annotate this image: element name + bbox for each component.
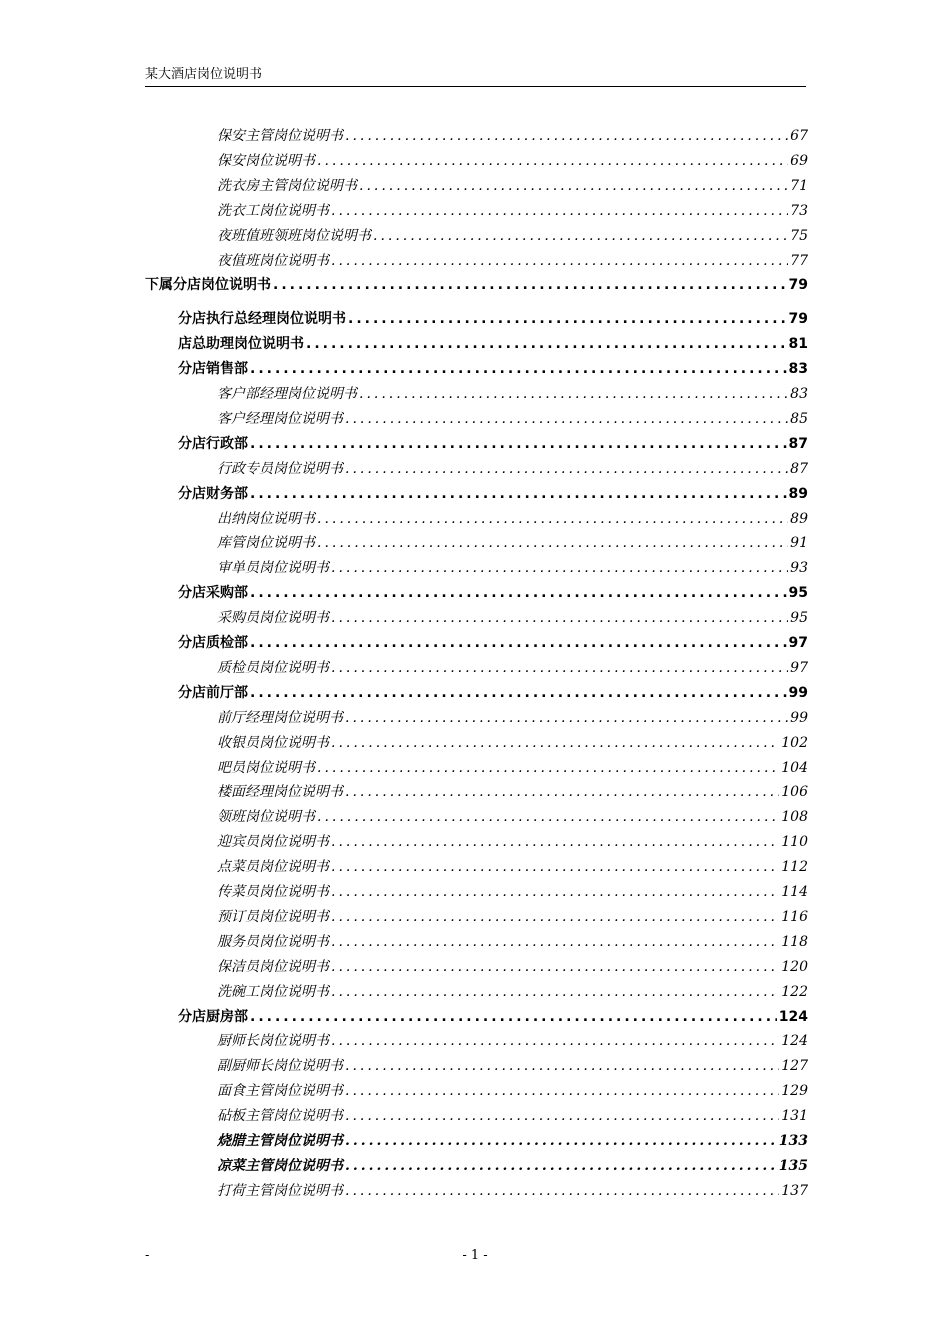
toc-entry-title: 夜班值班领班岗位说明书 xyxy=(217,227,371,244)
toc-entry-page: 81 xyxy=(788,336,808,353)
toc-dot-leader xyxy=(331,909,779,925)
toc-entry-title: 前厅经理岗位说明书 xyxy=(217,709,343,726)
toc-entry-title: 服务员岗位说明书 xyxy=(217,933,329,950)
toc-entry-page: 124 xyxy=(781,1033,808,1050)
toc-entry[interactable] xyxy=(217,781,808,805)
toc-entry-title: 分店前厅部 xyxy=(178,684,248,701)
toc-entry[interactable] xyxy=(217,931,808,955)
toc-entry[interactable] xyxy=(178,682,808,706)
toc-dot-leader xyxy=(331,834,779,850)
toc-entry-title: 预订员岗位说明书 xyxy=(217,908,329,925)
toc-entry-title: 凉菜主管岗位说明书 xyxy=(217,1157,343,1174)
toc-dot-leader xyxy=(345,1158,777,1174)
toc-entry-title: 采购员岗位说明书 xyxy=(217,610,329,627)
toc-dot-leader xyxy=(250,585,787,601)
toc-entry-page: 71 xyxy=(790,177,808,194)
toc-entry[interactable] xyxy=(217,1130,808,1154)
footer-page-number: - 1 - xyxy=(462,1248,488,1263)
toc-entry[interactable] xyxy=(217,557,808,581)
toc-dot-leader xyxy=(250,436,787,452)
toc-dot-leader xyxy=(345,1058,779,1074)
toc-entry[interactable] xyxy=(217,906,808,930)
toc-entry-title: 洗碗工岗位说明书 xyxy=(217,983,329,1000)
toc-entry[interactable] xyxy=(217,1080,808,1104)
toc-entry-page: 79 xyxy=(788,311,808,328)
toc-entry[interactable] xyxy=(217,408,808,432)
toc-entry[interactable] xyxy=(217,1030,808,1054)
toc-dot-leader xyxy=(373,228,788,244)
toc-entry-page: 91 xyxy=(790,535,808,552)
toc-entry-title: 面食主管岗位说明书 xyxy=(217,1083,343,1100)
toc-entry-page: 102 xyxy=(781,734,808,751)
toc-entry[interactable] xyxy=(217,607,808,631)
toc-dot-leader xyxy=(348,311,787,327)
toc-entry[interactable] xyxy=(217,175,808,199)
toc-dot-leader xyxy=(306,336,787,352)
toc-dot-leader xyxy=(345,1083,779,1099)
toc-entry-title: 打荷主管岗位说明书 xyxy=(217,1182,343,1199)
toc-entry-title: 洗衣工岗位说明书 xyxy=(217,202,329,219)
toc-dot-leader xyxy=(250,361,787,377)
toc-entry-page: 116 xyxy=(781,908,808,925)
toc-dot-leader xyxy=(331,735,779,751)
toc-entry-page: 97 xyxy=(790,659,808,676)
toc-dot-leader xyxy=(331,610,788,626)
toc-entry[interactable] xyxy=(217,856,808,880)
toc-entry-page: 129 xyxy=(781,1083,808,1100)
toc-dot-leader xyxy=(345,1133,777,1149)
toc-entry-page: 122 xyxy=(781,983,808,1000)
toc-entry-page: 83 xyxy=(788,361,808,378)
toc-entry-page: 67 xyxy=(790,128,808,144)
toc-entry[interactable] xyxy=(217,981,808,1005)
toc-entry[interactable] xyxy=(217,225,808,249)
toc-entry[interactable] xyxy=(217,125,808,149)
toc-entry[interactable] xyxy=(178,1006,808,1030)
toc-dot-leader xyxy=(345,128,788,144)
toc-entry-page: 99 xyxy=(788,684,808,701)
toc-dot-leader xyxy=(331,660,788,676)
toc-entry[interactable] xyxy=(217,250,808,274)
toc-dot-leader xyxy=(250,685,787,701)
toc-dot-leader xyxy=(331,984,779,1000)
toc-entry-page: 99 xyxy=(790,709,808,726)
toc-entry-page: 97 xyxy=(788,635,808,651)
toc-entry-page: 127 xyxy=(781,1058,808,1075)
toc-entry[interactable] xyxy=(178,483,808,507)
toc-entry-page: 69 xyxy=(790,152,808,169)
toc-entry[interactable] xyxy=(217,956,808,980)
toc-entry-page: 124 xyxy=(778,1008,808,1025)
toc-dot-leader xyxy=(317,511,788,527)
toc-entry[interactable] xyxy=(217,508,808,532)
toc-entry-page: 104 xyxy=(781,759,808,776)
toc-entry-page: 73 xyxy=(790,202,808,219)
toc-dot-leader xyxy=(331,884,779,900)
toc-entry-title: 分店厨房部 xyxy=(178,1008,248,1025)
toc-dot-leader xyxy=(359,386,788,402)
toc-entry-title: 点菜员岗位说明书 xyxy=(217,859,329,876)
toc-dot-leader xyxy=(331,203,788,219)
toc-entry-page: 85 xyxy=(790,410,808,427)
toc-dot-leader xyxy=(331,934,779,950)
toc-dot-leader xyxy=(345,784,779,800)
toc-entry[interactable] xyxy=(217,1105,808,1129)
toc-dot-leader xyxy=(250,486,787,502)
toc-dot-leader xyxy=(317,760,779,776)
toc-entry-title: 夜值班岗位说明书 xyxy=(217,252,329,269)
toc-dot-leader xyxy=(345,461,788,477)
toc-entry-title: 收银员岗位说明书 xyxy=(217,734,329,751)
toc-entry[interactable] xyxy=(178,582,808,606)
toc-entry-title: 领班岗位说明书 xyxy=(217,809,315,826)
toc-entry[interactable] xyxy=(217,707,808,731)
toc-entry[interactable] xyxy=(217,657,808,681)
toc-dot-leader xyxy=(317,535,788,551)
toc-entry[interactable] xyxy=(217,532,808,556)
toc-entry-page: 108 xyxy=(781,809,808,826)
toc-entry-title: 烧腊主管岗位说明书 xyxy=(217,1133,343,1149)
toc-dot-leader xyxy=(345,710,788,726)
toc-entry-title: 分店采购部 xyxy=(178,585,248,602)
toc-entry-page: 137 xyxy=(781,1182,808,1199)
toc-entry-page: 83 xyxy=(790,386,808,402)
toc-entry-title: 分店财务部 xyxy=(178,485,248,502)
toc-entry-title: 下属分店岗位说明书 xyxy=(145,277,271,294)
toc-entry-title: 保安主管岗位说明书 xyxy=(217,128,343,144)
toc-entry[interactable] xyxy=(217,831,808,855)
toc-entry-title: 分店执行总经理岗位说明书 xyxy=(178,311,346,328)
toc-entry-page: 118 xyxy=(781,933,808,950)
toc-entry[interactable] xyxy=(217,1055,808,1079)
toc-entry-page: 112 xyxy=(781,859,808,876)
toc-entry[interactable] xyxy=(217,757,808,781)
toc-entry-title: 楼面经理岗位说明书 xyxy=(217,784,343,801)
toc-entry-page: 75 xyxy=(790,227,808,244)
toc-entry-title: 洗衣房主管岗位说明书 xyxy=(217,177,357,194)
toc-entry-title: 厨师长岗位说明书 xyxy=(217,1033,329,1050)
toc-entry[interactable] xyxy=(217,200,808,224)
toc-entry-page: 95 xyxy=(790,610,808,627)
toc-entry-title: 迎宾员岗位说明书 xyxy=(217,834,329,851)
toc-entry[interactable] xyxy=(217,1180,808,1204)
footer-left-mark: - xyxy=(145,1248,150,1263)
toc-entry[interactable] xyxy=(145,274,808,298)
toc-dot-leader xyxy=(317,153,788,169)
toc-entry-page: 131 xyxy=(781,1108,808,1125)
toc-entry-title: 客户经理岗位说明书 xyxy=(217,410,343,427)
toc-dot-leader xyxy=(273,277,787,293)
toc-entry-title: 砧板主管岗位说明书 xyxy=(217,1108,343,1125)
toc-entry-title: 分店质检部 xyxy=(178,635,248,651)
toc-entry-title: 分店销售部 xyxy=(178,361,248,378)
toc-entry-title: 保洁员岗位说明书 xyxy=(217,958,329,975)
toc-entry-page: 89 xyxy=(790,510,808,527)
toc-entry[interactable] xyxy=(217,806,808,830)
toc-entry-page: 93 xyxy=(790,560,808,577)
toc-entry[interactable] xyxy=(178,308,808,332)
toc-entry[interactable] xyxy=(217,732,808,756)
toc-entry-title: 质检员岗位说明书 xyxy=(217,659,329,676)
toc-entry-page: 79 xyxy=(788,277,808,294)
toc-entry-title: 保安岗位说明书 xyxy=(217,152,315,169)
toc-entry-page: 87 xyxy=(790,460,808,477)
toc-entry-title: 店总助理岗位说明书 xyxy=(178,336,304,353)
toc-entry-title: 出纳岗位说明书 xyxy=(217,510,315,527)
toc-dot-leader xyxy=(331,1033,779,1049)
toc-entry[interactable] xyxy=(217,458,808,482)
toc-entry[interactable] xyxy=(217,1155,808,1179)
toc-dot-leader xyxy=(331,859,779,875)
toc-entry-title: 传菜员岗位说明书 xyxy=(217,884,329,900)
toc-dot-leader xyxy=(317,809,779,825)
toc-entry-title: 客户部经理岗位说明书 xyxy=(217,386,357,402)
toc-dot-leader xyxy=(345,1108,779,1124)
toc-entry-page: 120 xyxy=(781,958,808,975)
toc-dot-leader xyxy=(331,560,788,576)
toc-entry-page: 87 xyxy=(788,435,808,452)
toc-dot-leader xyxy=(359,178,788,194)
toc-entry-page: 133 xyxy=(778,1133,808,1149)
toc-entry-page: 110 xyxy=(781,834,808,851)
toc-dot-leader xyxy=(345,1183,779,1199)
header-rule xyxy=(145,86,806,87)
toc-dot-leader xyxy=(331,253,788,269)
toc-dot-leader xyxy=(250,635,787,651)
toc-entry-page: 77 xyxy=(790,252,808,269)
toc-entry-title: 分店行政部 xyxy=(178,435,248,452)
toc-dot-leader xyxy=(250,1009,777,1025)
toc-entry-title: 行政专员岗位说明书 xyxy=(217,460,343,477)
toc-entry[interactable] xyxy=(217,383,808,407)
toc-entry[interactable] xyxy=(217,881,808,905)
toc-entry-title: 副厨师长岗位说明书 xyxy=(217,1058,343,1075)
toc-entry-title: 审单员岗位说明书 xyxy=(217,560,329,577)
toc-entry[interactable] xyxy=(178,433,808,457)
toc-entry-title: 吧员岗位说明书 xyxy=(217,759,315,776)
toc-entry-page: 106 xyxy=(781,784,808,801)
toc-entry[interactable] xyxy=(178,632,808,656)
toc-entry-page: 95 xyxy=(788,585,808,602)
toc-entry-page: 114 xyxy=(781,884,808,900)
toc-dot-leader xyxy=(345,411,788,427)
toc-entry[interactable] xyxy=(178,358,808,382)
toc-entry-page: 89 xyxy=(788,485,808,502)
toc-entry-page: 135 xyxy=(778,1157,808,1174)
toc-entry-title: 库管岗位说明书 xyxy=(217,535,315,552)
document-header: 某大酒店岗位说明书 xyxy=(145,67,263,82)
toc-entry[interactable] xyxy=(217,150,808,174)
toc-entry[interactable] xyxy=(178,333,808,357)
toc-dot-leader xyxy=(331,959,779,975)
